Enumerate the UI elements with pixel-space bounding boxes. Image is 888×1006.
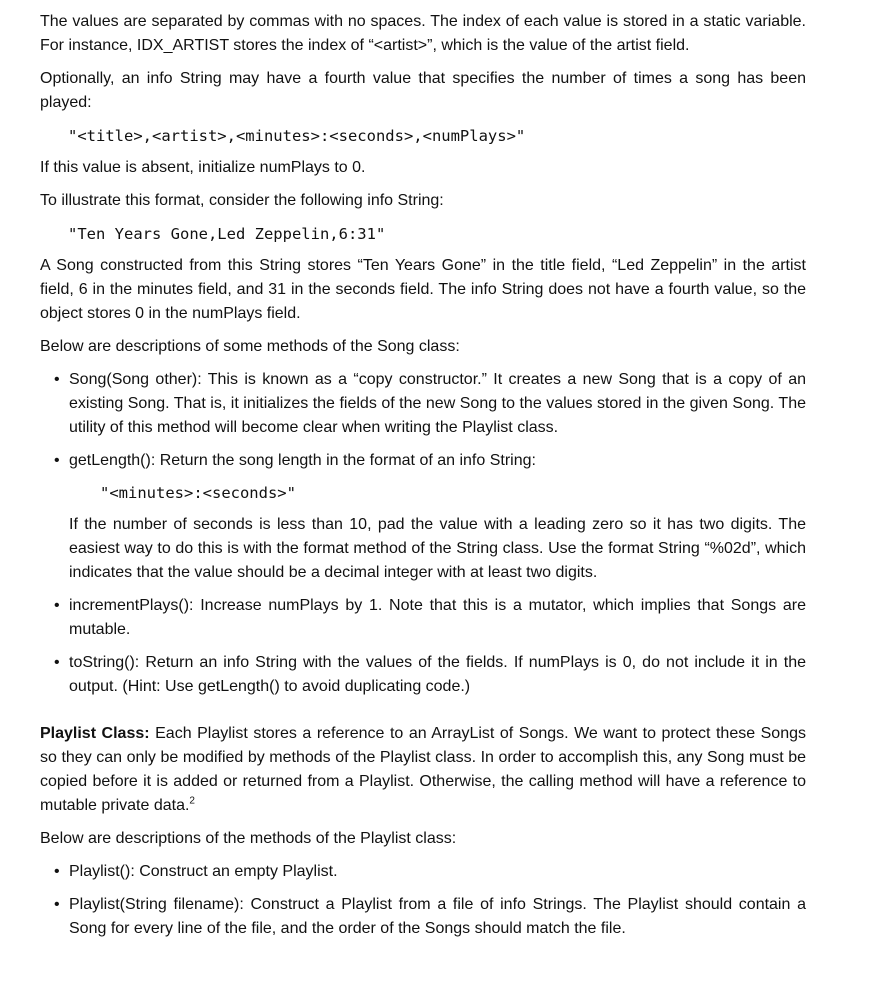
playlist-description: Each Playlist stores a reference to an ArrayList of Songs. We want to protect these Songs so they can only be modified by methods of the Playlist class. In order to accomplish this, any Song must be copied before it is added or returned from a Playlist. Otherwise, the calling method will have a reference to mutable private data. [40,725,807,814]
code-info-format: "<title>,<artist>,<minutes>:<seconds>,<numPlays>" [68,127,526,145]
paragraph-optional-fourth-value: Optionally, an info String may have a fourth value that specifies the number of times a song has been played: [40,70,806,111]
list-item-text: toString(): Return an info String with the values of the fields. If numPlays is 0, do not include it in the output. (Hint: Use getLength() to avoid duplicating code.) [69,654,806,695]
section-spacer [40,708,806,722]
paragraph-illustrate-format: To illustrate this format, consider the following info String: [40,192,444,209]
playlist-heading: Playlist Class: [40,725,150,742]
paragraph-absent-value: If this value is absent, initialize numPlays to 0. [40,159,366,176]
bullet-icon: • [54,863,60,880]
list-item-getlength [40,449,806,585]
bullet-icon: • [54,452,60,469]
list-item-note: If the number of seconds is less than 10, pad the value with a leading zero so it has two digits. The easiest way to do this is with the format method of the String class. Use the format String “%02d”, which indicates that the value should be a decimal integer with at least two digits. [69,516,806,581]
list-item-playlist-empty [40,860,806,884]
list-item-tostring [40,651,806,699]
playlist-methods-list [40,860,806,941]
paragraph-song-methods-intro: Below are descriptions of some methods of the Song class: [40,338,460,355]
list-item-playlist-file [40,893,806,941]
list-item-text: Song(Song other): This is known as a “copy constructor.” It creates a new Song that is a copy of an existing Song. That is, it initializes the fields of the new Song to the values stored in the given Song. The utility of this method will become clear when writing the Playlist class. [69,371,806,436]
footnote-marker[interactable]: 2 [189,795,195,807]
paragraph-values-separated: The values are separated by commas with no spaces. The index of each value is stored in a static variable. For instance, IDX_ARTIST stores the index of “<artist>”, which is the value of the artist field. [40,13,806,54]
bullet-icon: • [54,371,60,388]
paragraph-playlist-methods-intro: Below are descriptions of the methods of the Playlist class: [40,830,457,847]
list-item-text: getLength(): Return the song length in the format of an info String: [69,452,536,469]
paragraph-song-constructed: A Song constructed from this String stores “Ten Years Gone” in the title field, “Led Zeppelin” in the artist field, 6 in the minutes field, and 31 in the seconds field. The info String does not have a fourth value, so the object stores 0 in the numPlays field. [40,257,806,322]
list-item-text: Playlist(): Construct an empty Playlist. [69,863,338,880]
bullet-icon: • [54,654,60,671]
bullet-icon: • [54,597,60,614]
code-getlength-format: "<minutes>:<seconds>" [100,484,296,502]
song-methods-list [40,368,806,699]
list-item-copy-constructor [40,368,806,440]
paragraph-playlist-class [40,722,806,818]
list-item-text: incrementPlays(): Increase numPlays by 1. Note that this is a mutator, which implies that Songs are mutable. [69,597,806,638]
list-item-incrementplays [40,594,806,642]
list-item-text: Playlist(String filename): Construct a Playlist from a file of info Strings. The Playlist should contain a Song for every line of the file, and the order of the Songs should match the file. [69,896,806,937]
bullet-icon: • [54,896,60,913]
code-example-string: "Ten Years Gone,Led Zeppelin,6:31" [68,225,386,243]
